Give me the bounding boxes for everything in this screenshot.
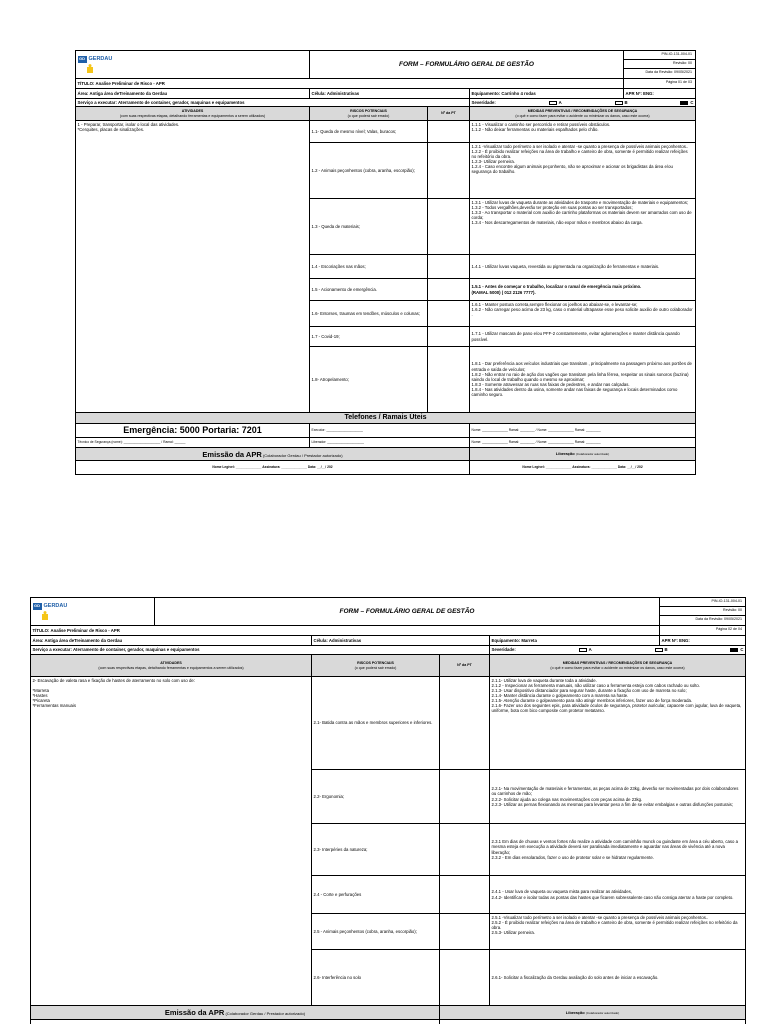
measure-cell: 1.3.1 - Utilizar luvas de vaqueta durante as atividades de trasporte e movimentação de materiais e equipamentos; 1.3.2 - Todos vergalhões,deverão ter proteção em suas pontas ao ser transportados; 1.3.3 - Ao transportar o material com auxilio de carrinho plataformas os materiais devem ser amarrados com uso de corda; 1.3.4 - Nos descarregamentos de materiais, não expor mãos e membros abaixo da carga. bbox=[470, 199, 696, 255]
risk-cell: 1.8- Atropelamento; bbox=[310, 347, 428, 413]
doc-title: TÍTULO: Analise Preliminar de Risco - APR bbox=[76, 79, 624, 89]
risk-cell: 1.4 - Escoriações nas mãos; bbox=[310, 255, 428, 279]
emission-header bbox=[76, 448, 470, 461]
severity-c-checkbox[interactable] bbox=[730, 648, 738, 652]
activity-cell: 1 - Preparar, transportar, isolar o local das atividades. *Cerquites, placas de sinalizações. bbox=[76, 121, 310, 413]
revision-date: Data da Revisão: 09/05/2021 bbox=[660, 616, 746, 626]
risk-cell: 2.5 - Animais peçonhentos (cobra, aranha, escorpião); bbox=[312, 914, 440, 950]
worker-figure-icon bbox=[86, 64, 94, 73]
risk-cell: 2.1- Batida contra as mãos e membros superiores e inferiores. bbox=[312, 677, 440, 770]
apr-number-field: APR Nº: ENG: bbox=[624, 89, 696, 99]
measure-cell: 2.5.1 -Visualizar todo perímetro a ser isolado e atentar -se quanto a presença de possíveis animais peçonhentos.. 2.5.2 - É proibido realizar refeições na área de trabalho e canteiro de obra, somente é permitido realizar refeições no refeitório da obra. 2.5.3- Utilizar perneira. bbox=[490, 914, 746, 950]
liberation-signature-line[interactable]: Nome Legível: ______________ Assinatura: ______________ Data: __/__/ 202 bbox=[470, 461, 696, 475]
npt-cell[interactable] bbox=[440, 876, 490, 914]
form-title: FORM – FORMULÁRIO GERAL DE GESTÃO bbox=[155, 598, 660, 626]
measure-cell: 1.2.1 -Visualizar todo perímetro a ser isolado e atentar -se quanto a presença de possíveis animais peçonhentos.. 1.2.2 - É proibido realizar refeições na área de trabalho e canteiro de obra, somente é permitido realizar refeições no refeitório da obra. 1.2.3- Utilizar perneira. 1.2.4 - Caso encontre algum animais peçonhento, não se aproximar e acionar os brigadistas da área e/ou segurança do trabalho. bbox=[470, 143, 696, 199]
header-activities-title: ATIVIDADES bbox=[181, 109, 204, 114]
severity-field bbox=[470, 99, 696, 107]
brand-name: GERDAU bbox=[43, 603, 68, 610]
gerdau-logo-icon: GD bbox=[79, 56, 85, 62]
page-number: Página 01 de 03 bbox=[624, 79, 696, 89]
liberation-subtitle: (Colaborador autorizado) bbox=[575, 452, 610, 457]
measure-cell: 2.4.1 - Usar luva de vaqueta ou vaqueta mista para realizar as atividades, 2.4.2- Identificar e isolar todas as pontas das hastes que ficarem sobressalente caso não consiga aterrar a haste por completo. bbox=[490, 876, 746, 914]
doc-title: TÍTULO: Analise Preliminar de Risco - APR bbox=[31, 626, 660, 636]
npt-cell[interactable] bbox=[440, 914, 490, 950]
equipment-field: Equipamento: Carrinho 4 rodas bbox=[470, 89, 624, 99]
header-measures-sub: (o quê e como fazer para evitar o acidente ou minimizar os danos, caso este ocorra) bbox=[515, 113, 650, 118]
cell-field: Célula: Administrativas bbox=[312, 636, 490, 646]
severity-b-label: B bbox=[624, 99, 628, 105]
risk-cell: 2.2- Ergonomia; bbox=[312, 770, 440, 824]
revision-date: Data da Revisão: 09/05/2021 bbox=[624, 69, 696, 79]
measure-cell: 1.8.1 - Dar preferência aos veículos industriais que transitam , principalmente na passagem próximo aos portões de entrada e saída de veículos; 1.8.2 - Não entrar no raio de ação dos vagões que transitam pela linha férrea, respeitar os sinais sonoros (buzina) saindo do local de trabalho quando o mesmo se aproximar; 1.8.3 - Somente atravessar as ruas nas faixas de pedestres, e andar nas calçadas. 1.8.4 - Nas atividades dentro da usina, somente andar nas faixas de segurança e locais determinados como caminho seguro. bbox=[470, 347, 696, 413]
emission-signature-line[interactable] bbox=[31, 1020, 440, 1024]
header-risks-title: RISCOS POTENCIAIS bbox=[350, 109, 387, 114]
executor-field[interactable]: Executor: ____________________ bbox=[310, 424, 470, 438]
severity-a-checkbox[interactable] bbox=[579, 648, 587, 652]
activity-cell: 2- Escavação de valeta rasa e fixação de hastes de aterramento no solo com uso de: *Marreta *Hastes *Picareta *Ferramentas manuais bbox=[31, 677, 312, 1006]
apr-page-2 bbox=[30, 597, 745, 1024]
doc-code: PIN-IO-131-004-01 bbox=[660, 598, 746, 607]
npt-cell[interactable] bbox=[440, 824, 490, 876]
npt-cell[interactable] bbox=[428, 255, 470, 279]
measure-cell: 1.1.1 - Visualizar o caminho ser percorrido e retirar possíveis obstáculos. 1.1.2 - Não deixar ferramentas ou materiais espalhados pelo chão. bbox=[470, 121, 696, 143]
npt-cell[interactable] bbox=[440, 950, 490, 1006]
apr-page-1 bbox=[75, 50, 695, 475]
liberation-header bbox=[470, 448, 696, 461]
risk-cell: 2.4 - Corte e perfurações bbox=[312, 876, 440, 914]
npt-cell[interactable] bbox=[440, 677, 490, 770]
brand-name: GERDAU bbox=[88, 56, 113, 63]
header-measures-title: MEDIDAS PREVENTIVAS / RECOMENDAÇÕES DE SEGURANÇA bbox=[562, 661, 673, 666]
header-measures bbox=[490, 655, 746, 677]
risk-cell: 1.7 - Covid-19; bbox=[310, 327, 428, 347]
revision: Revisão: 00 bbox=[624, 60, 696, 69]
header-activities-sub: (com suas respectivas etapas, detalhando ferramentas e equipamentos a serem utilizados) bbox=[119, 113, 266, 118]
header-npt: Nº da PT bbox=[428, 107, 470, 121]
header-activities bbox=[76, 107, 310, 121]
apr-form-page-2 bbox=[30, 597, 746, 1024]
header-npt: Nº da PT bbox=[440, 655, 490, 677]
area-field: Área: Antiga área deTreinamento da Gerdau bbox=[31, 636, 312, 646]
technician-field[interactable]: Técnico de Segurança (nome): ____________________ / Ramal: ______ bbox=[76, 438, 310, 448]
npt-cell[interactable] bbox=[428, 199, 470, 255]
liberation-signature-line[interactable] bbox=[440, 1020, 746, 1024]
severity-label: Severidade: bbox=[471, 99, 496, 105]
revision: Revisão: 00 bbox=[660, 607, 746, 616]
risk-cell: 2.6- Interferência no solo bbox=[312, 950, 440, 1006]
gerdau-logo-icon: GD bbox=[34, 603, 40, 609]
brand-cell bbox=[76, 51, 310, 79]
severity-a-checkbox[interactable] bbox=[549, 101, 557, 105]
page-number: Página 02 de 04 bbox=[660, 626, 746, 636]
risk-cell: 1.5 - Acionamento de emergência. bbox=[310, 279, 428, 301]
measure-cell: 2.2.1- Na movimentação de materiais e ferramentas, as peças acima de 23kg, deverão ser movimentadas por dois colaboradores ou carrinhos de mão; 2.2.2- Solicitar ajuda ao colega nas movimentações com peças acima de 23kg. 2.2.3- Utilizar as pernas flexionando as mesmas para levantar peso a fim de se evitar embalgias e outras disfunções posturais; bbox=[490, 770, 746, 824]
npt-cell[interactable] bbox=[428, 347, 470, 413]
phones-title: Telefones / Ramais Úteis bbox=[76, 413, 696, 424]
header-activities bbox=[31, 655, 312, 677]
measure-cell: 1.4.1 - Utilizar luvas vaqueta, revestida ou pigmentada na organização de ferramentas e materiais. bbox=[470, 255, 696, 279]
header-activities-title: ATIVIDADES bbox=[160, 661, 182, 666]
emission-signature-line[interactable]: Nome Legível: ______________ Assinatura: ______________ Data: __/__/ 202 bbox=[76, 461, 470, 475]
service-field: Serviço a executar: Aterramento de container, gerador, maquinas e equipamentos bbox=[76, 99, 470, 107]
npt-cell[interactable] bbox=[428, 121, 470, 143]
liberation-title: Liberação bbox=[555, 451, 575, 457]
form-title: FORM – FORMULÁRIO GERAL DE GESTÃO bbox=[310, 51, 624, 79]
npt-cell[interactable] bbox=[440, 770, 490, 824]
risk-cell: 1.1- Queda de mesmo nível; Valas, buracos; bbox=[310, 121, 428, 143]
releaser-field[interactable]: Liberador: ____________________ bbox=[310, 438, 470, 448]
equipment-field: Equipamento: Marreta bbox=[490, 636, 660, 646]
emission-subtitle: (Colaborador Gerdau / Prestador autorizado) bbox=[262, 452, 343, 458]
liberation-subtitle: (Colaborador autorizado) bbox=[585, 1010, 620, 1015]
phone-contacts-1[interactable]: Nome: ______________ Ramal: ________ / Nome: ______________ Ramal: ________ bbox=[470, 424, 696, 438]
risk-cell: 1.3 - Queda de materiais; bbox=[310, 199, 428, 255]
npt-cell[interactable] bbox=[428, 143, 470, 199]
severity-label: Severidade: bbox=[491, 647, 516, 653]
phone-contacts-2[interactable]: Nome: ______________ Ramal: ________ / Nome: ______________ Ramal: ________ bbox=[470, 438, 696, 448]
doc-code: PIN-IO-131-004-01 bbox=[624, 51, 696, 60]
measure-cell: 2.3.1 Em dias de chuvas e ventos fortes não realize a atividade com caminhão munck ou guindaste em área a céu aberto, caso a mesma esteja em execução a atividade deverá ser paralisada imediatamente e aguardar nas áreas de vivência até a nova liberação; 2.3.2 - Em dias ensolarados, fazer o uso de protetor solar e se hidratar regularmente. bbox=[490, 824, 746, 876]
emission-subtitle: (Colaborador Gerdau / Prestador autorizado) bbox=[225, 1011, 306, 1016]
measure-cell: 1.5.1 - Antes de começar o trabalho, localizar o ramal de emergência mais próximo. (RAMAL 5000) ( 012 2126 7777). bbox=[470, 279, 696, 301]
npt-cell[interactable] bbox=[428, 327, 470, 347]
header-measures bbox=[470, 107, 696, 121]
header-measures-sub: (o quê e como fazer para evitar o acidente ou minimizar os danos, caso este ocorra) bbox=[550, 665, 685, 670]
header-activities-sub: (com suas respectivas etapas, detalhando ferramentas e equipamentos a serem utilizados) bbox=[98, 665, 244, 670]
service-field: Serviço a executar: Aterramento de container, gerador, maquinas e equipamentos bbox=[31, 646, 490, 655]
brand-cell bbox=[31, 598, 155, 626]
risk-cell: 1.6- Entorses, traumas em tendões, músculos e colunas; bbox=[310, 301, 428, 327]
measure-cell: 2.6.1- Solicitar a fiscalização da Gerdau avaliação do solo antes de iniciar a escavação. bbox=[490, 950, 746, 1006]
apr-form-page-1 bbox=[75, 50, 696, 475]
measure-cell: 1.7.1 - Utilizar mascara de pano e/ou PFF-2 constantemente, evitar aglomerações e manter distância quando possível. bbox=[470, 327, 696, 347]
cell-field: Célula: Administrativas bbox=[310, 89, 470, 99]
apr-number-field: APR Nº: ENG: bbox=[660, 636, 746, 646]
emission-header bbox=[31, 1006, 440, 1020]
severity-a-label: A bbox=[558, 99, 562, 105]
npt-cell[interactable] bbox=[428, 279, 470, 301]
severity-b-label: B bbox=[664, 647, 668, 653]
npt-cell[interactable] bbox=[428, 301, 470, 327]
header-measures-title: MEDIDAS PREVENTIVAS / RECOMENDAÇÕES DE SEGURANÇA bbox=[527, 109, 638, 114]
severity-b-checkbox[interactable] bbox=[655, 648, 663, 652]
worker-figure-icon bbox=[41, 611, 49, 620]
measure-cell: 1.6.1 - Manter postura correta,sempre flexionar os joelhos ao abaixar-se, e levantar-se; 1.6.2 - Não carregar peso acima de 23 kg, caso o material ultrapasse esse peso solicite auxilio de outro colaborador . bbox=[470, 301, 696, 327]
risk-cell: 2.3- Interpéries da natureza; bbox=[312, 824, 440, 876]
liberation-header bbox=[440, 1006, 746, 1020]
header-risks-title: RISCOS POTENCIAIS bbox=[357, 661, 394, 666]
severity-c-label: C bbox=[740, 647, 744, 653]
severity-c-label: C bbox=[690, 99, 694, 105]
emission-title: Emissão da APR bbox=[202, 449, 262, 459]
area-field: Área: Antiga área deTreinamento da Gerdau bbox=[76, 89, 310, 99]
header-risks bbox=[312, 655, 440, 677]
header-risks-sub: (o que poderá sair errado) bbox=[354, 665, 397, 670]
header-risks-sub: (o que poderá sair errado) bbox=[347, 113, 390, 118]
severity-c-checkbox[interactable] bbox=[680, 101, 688, 105]
emergency-numbers: Emergência: 5000 Portaria: 7201 bbox=[76, 424, 310, 438]
header-risks bbox=[310, 107, 428, 121]
risk-cell: 1.2 - Animais peçonhentos (cobra, aranha, escorpião); bbox=[310, 143, 428, 199]
measure-cell: 2.1.1- Utilizar luva de vaqueta durante toda a atividade. 2.1.2 - Inspecionar as ferramenta manuais, não utilizar caso a ferramenta esteja com cabos rachado ou solto. 2.1.3- Usar dispositivo distanciador para segurar haste, durante a fixação com uso de marreta no solo; 2.1.4- Manter distância durante o golpeamento com a marreta na haste. 2.1.5- Atenção durante o golpeamento para não atingir membros inferiores, fazer uso de força moderada. 2.1.6- Fazer uso dos seguintes epis, para atividade óculos de segurança, protetor auricular, capacete com jugular, luva de vaqueta, uniforme, bota com bico composite com protetor metatarso. bbox=[490, 677, 746, 770]
severity-field bbox=[490, 646, 746, 655]
emission-title: Emissão da APR bbox=[164, 1008, 225, 1017]
severity-a-label: A bbox=[588, 647, 592, 653]
severity-b-checkbox[interactable] bbox=[615, 101, 623, 105]
liberation-title: Liberação bbox=[565, 1009, 585, 1015]
